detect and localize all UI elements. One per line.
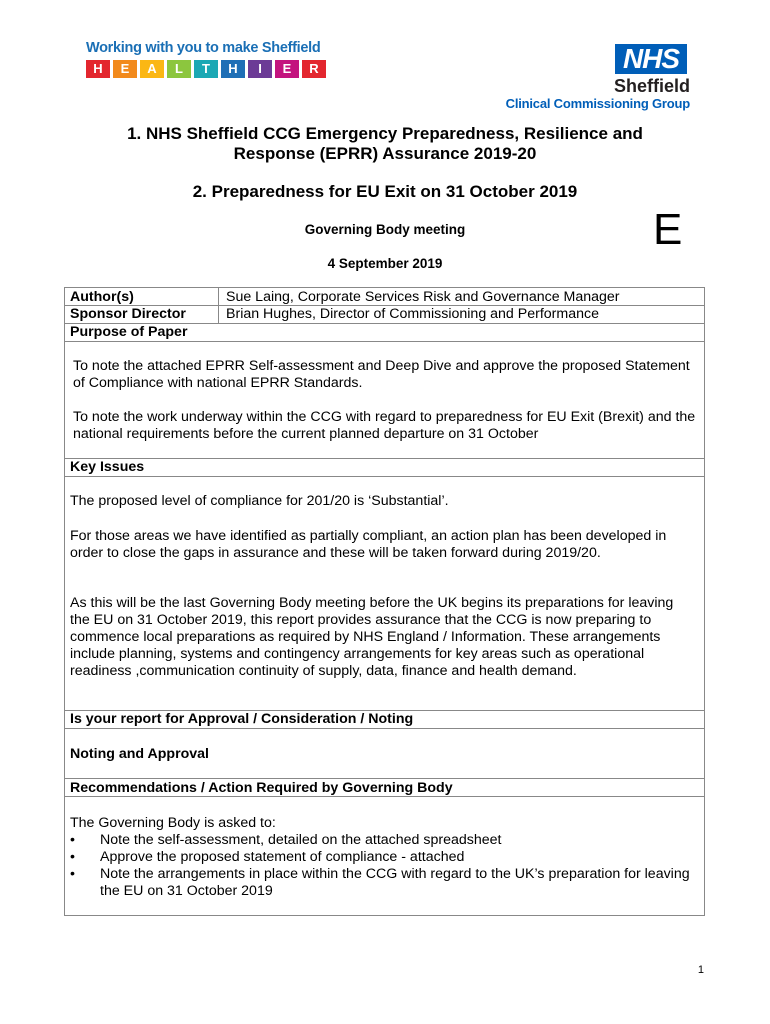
healthier-letter: L xyxy=(167,60,191,78)
nhs-logo: NHS xyxy=(615,44,687,74)
key-issues-paragraph-1: The proposed level of compliance for 201/20 is ‘Substantial’. xyxy=(70,493,449,509)
key-issues-paragraph-3: As this will be the last Governing Body meeting before the UK begins its preparations for leaving the EU on 31 October 2019, this report provides assurance that the CCG is now preparing to commence local preparations as required by NHS England / Information. These arrangements include planning, systems and contingency arrangements for key areas such as operational readiness ,communication continuity of supply, data, finance and health demand. xyxy=(70,595,674,679)
report-title-2: 2. Preparedness for EU Exit on 31 October 2019 xyxy=(192,182,578,201)
report-title xyxy=(60,124,710,164)
healthier-logo xyxy=(86,60,326,78)
key-issues-header xyxy=(64,458,705,477)
org-subtitle: Clinical Commissioning Group xyxy=(505,96,690,111)
purpose-paragraph-2: To note the work underway within the CCG with regard to preparedness for EU Exit (Brexit) and the national requirements before the current planned departure on 31 October xyxy=(73,409,696,442)
key-issues-label: Key Issues xyxy=(70,459,145,475)
meeting-date: 4 September 2019 xyxy=(327,256,443,271)
recommendation-item: • Approve the proposed statement of compliance - attached xyxy=(68,849,698,866)
healthier-letter: I xyxy=(248,60,272,78)
org-name: Sheffield xyxy=(613,76,690,96)
title-line-1: 1. NHS Sheffield CCG Emergency Preparedness, Resilience and xyxy=(127,124,643,143)
approval-label: Is your report for Approval / Consideration / Noting xyxy=(70,711,414,727)
authors-value: Sue Laing, Corporate Services Risk and Governance Manager xyxy=(226,289,620,305)
healthier-letter: R xyxy=(302,60,326,78)
recommendation-item: • Note the self-assessment, detailed on the attached spreadsheet xyxy=(68,832,698,849)
recommendations-label: Recommendations / Action Required by Governing Body xyxy=(70,780,453,796)
sponsor-label: Sponsor Director xyxy=(70,306,186,322)
sponsor-value: Brian Hughes, Director of Commissioning and Performance xyxy=(226,306,599,322)
page-number: 1 xyxy=(697,964,704,976)
healthier-letter: H xyxy=(86,60,110,78)
recommendations-intro: The Governing Body is asked to: xyxy=(70,815,276,831)
healthier-letter: H xyxy=(221,60,245,78)
purpose-paragraph-1: To note the attached EPRR Self-assessment and Deep Dive and approve the proposed Statement of Compliance with national EPRR Standards. xyxy=(73,358,690,391)
authors-label: Author(s) xyxy=(70,289,134,305)
title-line-2: Response (EPRR) Assurance 2019-20 xyxy=(233,144,537,163)
recommendations-list xyxy=(68,832,698,900)
purpose-label: Purpose of Paper xyxy=(70,324,188,340)
healthier-letter: A xyxy=(140,60,164,78)
healthier-tagline: Working with you to make Sheffield xyxy=(86,40,321,56)
healthier-letter: T xyxy=(194,60,218,78)
recommendation-item: • Note the arrangements in place within the CCG with regard to the UK’s preparation for leaving the EU on 31 October 2019 xyxy=(68,866,698,900)
agenda-item-letter: E xyxy=(653,205,683,254)
approval-value: Noting and Approval xyxy=(70,746,209,762)
key-issues-paragraph-2: For those areas we have identified as partially compliant, an action plan has been developed in order to close the gaps in assurance and these will be taken forward during 2019/20. xyxy=(70,528,667,561)
meeting-name: Governing Body meeting xyxy=(304,222,466,237)
healthier-letter: E xyxy=(275,60,299,78)
healthier-letter: E xyxy=(113,60,137,78)
